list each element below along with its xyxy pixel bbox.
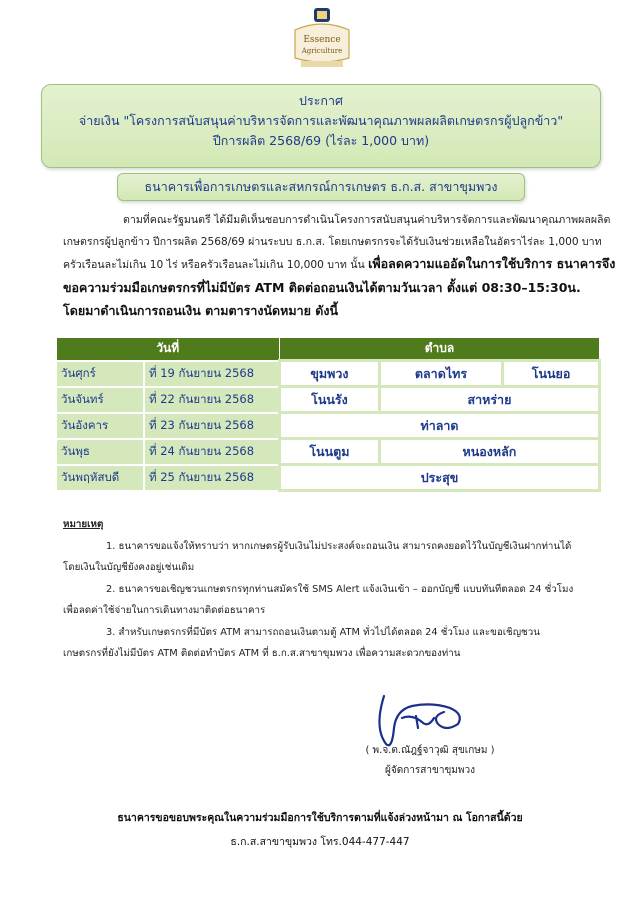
date-cell: ที่ 24 กันยายน 2568 xyxy=(144,439,280,465)
subdistrict-cell: โนนตูม xyxy=(280,439,380,465)
signer-block xyxy=(350,741,510,781)
subdistrict-cell: สาหร่าย xyxy=(379,387,599,413)
intro-emphasis: โดยมาดำเนินการถอนเงิน ตามตารางนัดหมาย ดังนี้ xyxy=(63,303,339,318)
subdistrict-cell: หนองหลัก xyxy=(379,439,599,465)
announcement-header xyxy=(41,84,601,168)
announcement-title: ประกาศ xyxy=(299,93,343,108)
svg-text:Agriculture: Agriculture xyxy=(301,47,343,55)
intro-text: ครัวเรือนละไม่เกิน 10 ไร่ หรือครัวเรือนละไม่เกิน 10,000 บาท นั้น xyxy=(63,259,369,271)
day-cell: วันศุกร์ xyxy=(56,361,144,387)
footer-contact: ธ.ก.ส.สาขาขุมพวง โทร.044-477-447 xyxy=(230,836,410,848)
day-cell: วันจันทร์ xyxy=(56,387,144,413)
table-row xyxy=(56,387,600,413)
notes-section xyxy=(63,514,603,665)
subdistrict-cell: ท่าลาด xyxy=(280,413,600,439)
day-cell: วันพฤหัสบดี xyxy=(56,465,144,491)
column-header-date: วันที่ xyxy=(56,338,280,361)
signer-position: ผู้จัดการสาขาขุมพวง xyxy=(385,765,475,776)
bank-logo xyxy=(283,8,361,70)
date-cell: ที่ 25 กันยายน 2568 xyxy=(144,465,280,491)
note-line: 1. ธนาคารขอแจ้งให้ทราบว่า หากเกษตรผู้รับเงินไม่ประสงค์จะถอนเงิน สามารถคงยอดไว้ในบัญชีเงินฝากท่านได้ xyxy=(106,540,572,552)
note-line: เพื่อลดค่าใช้จ่ายในการเดินทางมาติดต่อธนาคาร xyxy=(63,605,266,616)
date-cell: ที่ 22 กันยายน 2568 xyxy=(144,387,280,413)
signer-name: ( พ.จ.ต.ณัฎฐ์จาวุฒิ สุขเกษม ) xyxy=(365,745,495,756)
note-line: เกษตรกรที่ยังไม่มีบัตร ATM ติดต่อทำบัตร ATM ที่ ธ.ก.ส.สาขาขุมพวง เพื่อความสะดวกของท่าน xyxy=(63,648,461,659)
intro-line xyxy=(63,253,616,277)
column-header-subdistrict: ตำบล xyxy=(280,338,600,361)
intro-emphasis: ขอความร่วมมือเกษตรกรที่ไม่มีบัตร ATM ติดต่อถอนเงินได้ตามวันเวลา ตั้งแต่ 08:30–15:30น. xyxy=(63,279,581,295)
intro-line: เกษตรกรผู้ปลูกข้าว ปีการผลิต 2568/69 ผ่านระบบ ธ.ก.ส. โดยเกษตรกรจะได้รับเงินช่วยเหลือในอัตราไร่ละ 1,000 บาท xyxy=(63,235,602,248)
table-row xyxy=(56,361,600,387)
intro-emphasis: เพื่อลดความแออัดในการใช้บริการ ธนาคารจึง xyxy=(368,256,616,271)
bank-name-banner: ธนาคารเพื่อการเกษตรและสหกรณ์การเกษตร ธ.ก.ส. สาขาขุมพวง xyxy=(117,173,525,201)
subdistrict-cell: ขุมพวง xyxy=(280,361,380,387)
subdistrict-cell: โนนยอ xyxy=(503,361,600,387)
note-line: โดยเงินในบัญชียังคงอยู่เช่นเดิม xyxy=(63,562,195,573)
note-line: 3. สำหรับเกษตรกรที่มีบัตร ATM สามารถถอนเงินตามตู้ ATM ทั่วไปได้ตลอด 24 ชั่วโมง และขอเชิญชวน xyxy=(106,626,540,638)
svg-text:Essence: Essence xyxy=(303,35,341,45)
announcement-line2: ปีการผลิต 2568/69 (ไร่ละ 1,000 บาท) xyxy=(212,133,430,148)
day-cell: วันอังคาร xyxy=(56,413,144,439)
date-cell: ที่ 19 กันยายน 2568 xyxy=(144,361,280,387)
notes-title: หมายเหตุ xyxy=(63,519,104,530)
footer xyxy=(0,806,640,854)
subdistrict-cell: ตลาดไทร xyxy=(379,361,502,387)
table-row xyxy=(56,439,600,465)
subdistrict-cell: ประสุข xyxy=(280,465,600,491)
table-row xyxy=(56,413,600,439)
date-cell: ที่ 23 กันยายน 2568 xyxy=(144,413,280,439)
table-header-row xyxy=(56,338,600,361)
table-row xyxy=(56,465,600,491)
announcement-line1: จ่ายเงิน "โครงการสนับสนุนค่าบริหารจัดการและพัฒนาคุณภาพผลผลิตเกษตรกรผู้ปลูกข้าว" xyxy=(78,113,564,128)
intro-line: ตามที่คณะรัฐมนตรี ได้มีมติเห็นชอบการดำเนินโครงการสนับสนุนค่าบริหารจัดการและพัฒนาคุณภาพผลผลิต xyxy=(123,214,611,226)
intro-paragraph xyxy=(63,210,616,324)
schedule-table xyxy=(55,337,601,492)
intro-line xyxy=(63,300,603,324)
day-cell: วันพุธ xyxy=(56,439,144,465)
intro-line xyxy=(63,277,603,301)
subdistrict-cell: โนนรัง xyxy=(280,387,380,413)
footer-thanks: ธนาคารขอขอบพระคุณในความร่วมมือการใช้บริการตามที่แจ้งล่วงหน้ามา ณ โอกาสนี้ด้วย xyxy=(117,812,523,824)
note-line: 2. ธนาคารขอเชิญชวนเกษตรกรทุกท่านสมัครใช้ SMS Alert แจ้งเงินเข้า – ออกบัญชี แบบทันทีตลอด 24 ชั่วโมง xyxy=(106,583,574,595)
